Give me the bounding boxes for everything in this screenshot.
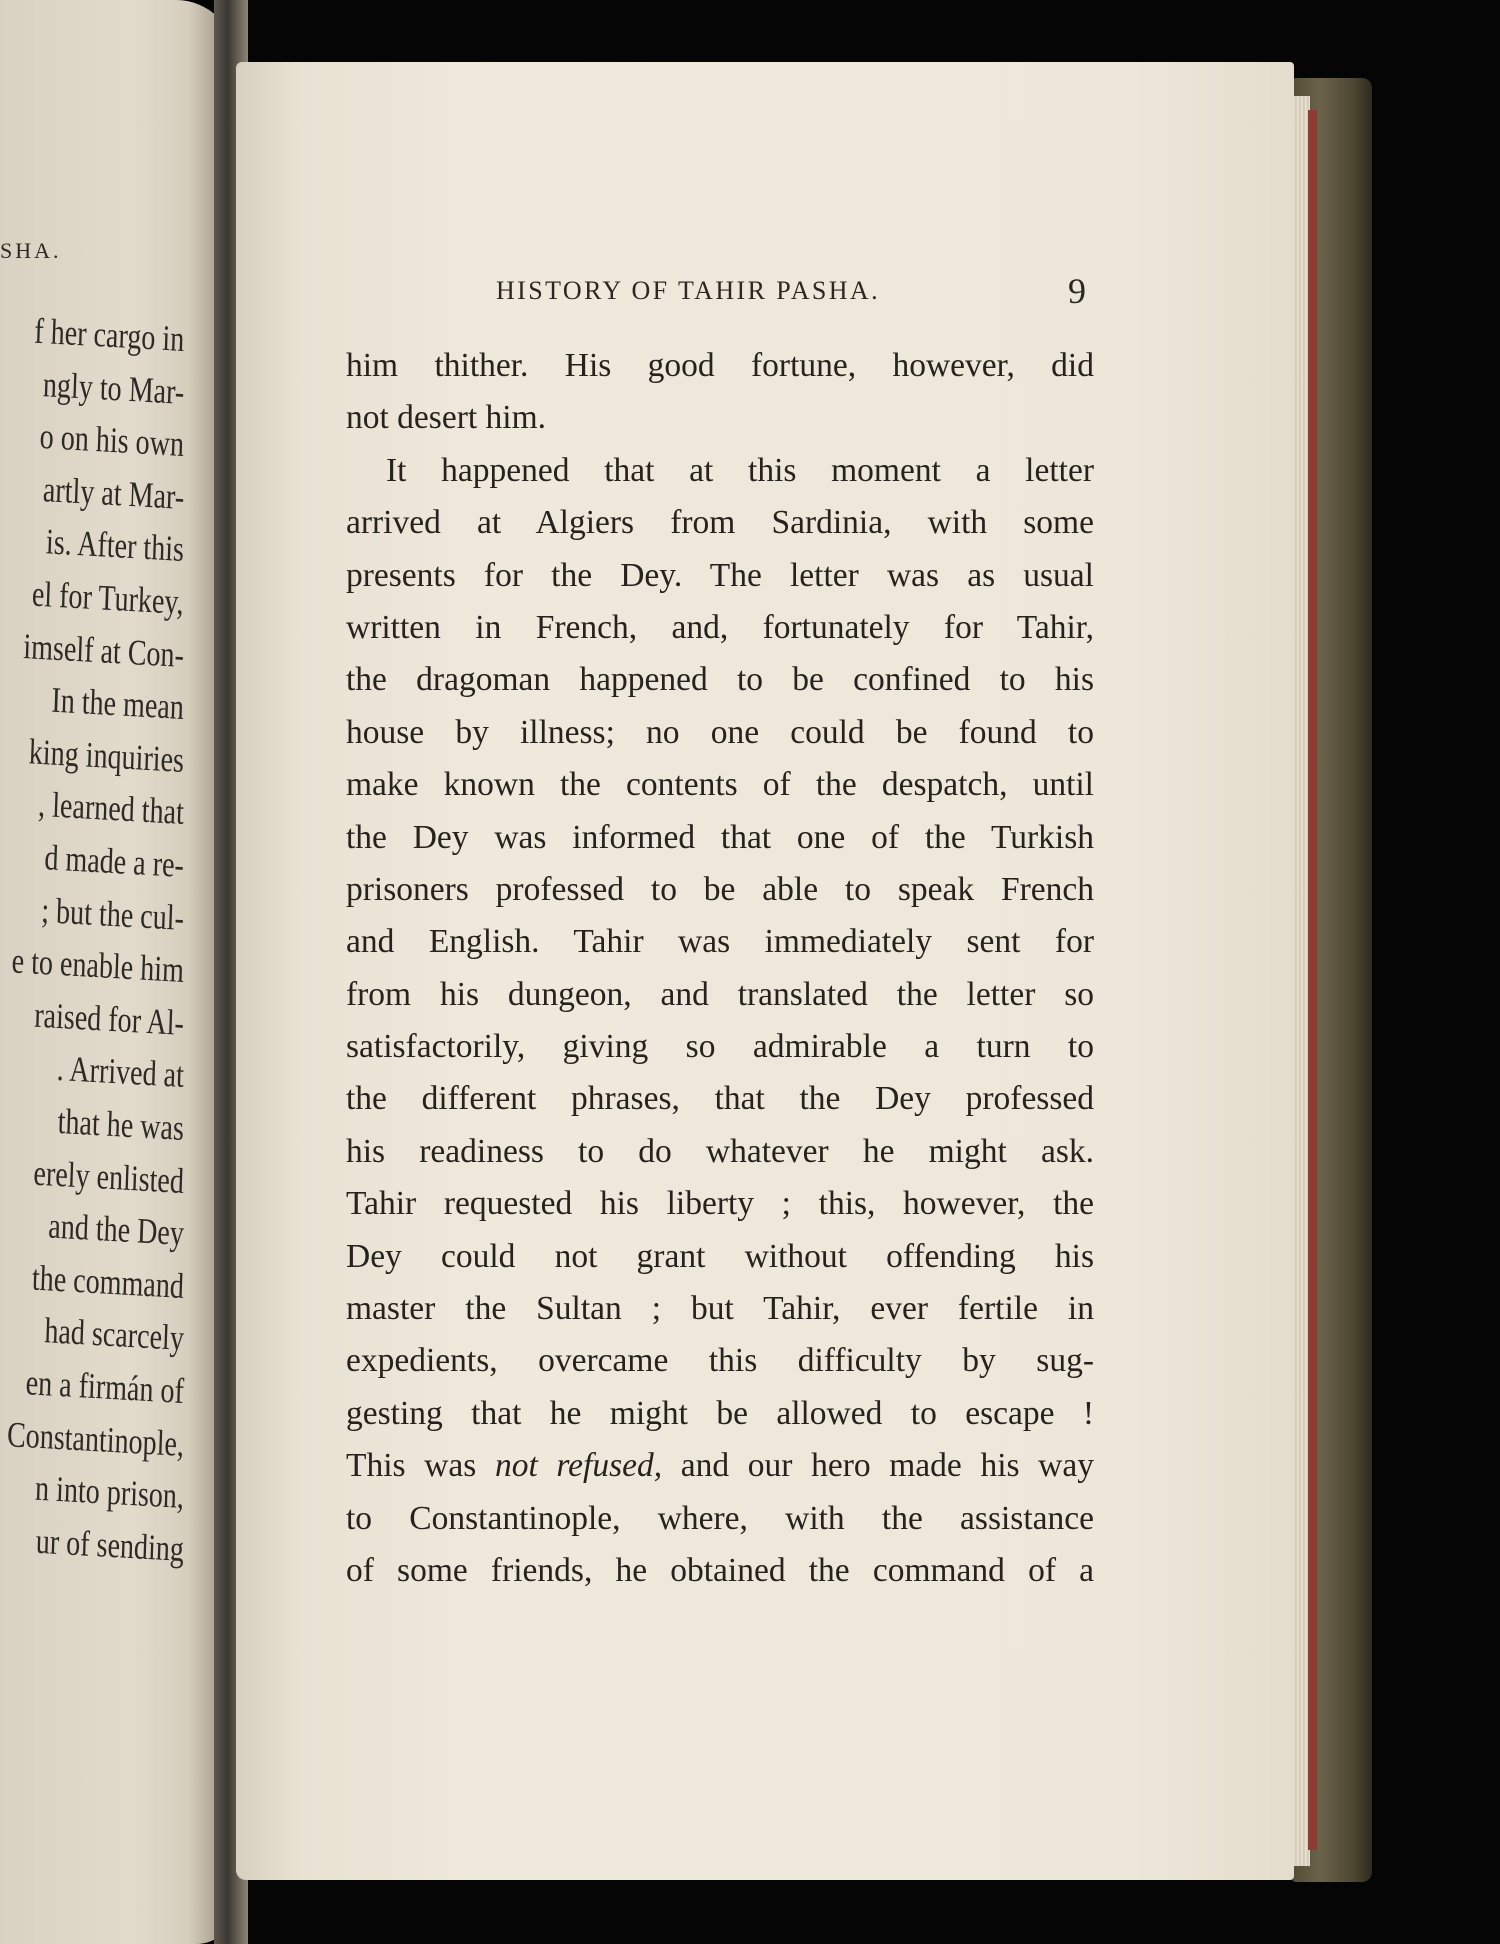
- running-title: HISTORY OF TAHIR PASHA.: [496, 276, 880, 305]
- left-text-line: n into prison,: [34, 1467, 185, 1517]
- left-page-text: [0, 0, 236, 1944]
- left-text-line: that he was: [57, 1100, 185, 1148]
- text-line: presents for the Dey. The letter was as usual: [346, 556, 1094, 594]
- left-text-line: en a firmán of: [25, 1362, 185, 1411]
- left-running-head: SHA.: [0, 238, 62, 263]
- text-line: to Constantinople, where, with the assistance: [346, 1499, 1094, 1537]
- left-text-line: the command: [31, 1257, 185, 1306]
- left-text-line: . Arrived at: [56, 1048, 185, 1096]
- left-text-line: , learned that: [37, 784, 185, 833]
- body-text: [346, 340, 1094, 1597]
- text-line: house by illness; no one could be found to: [346, 713, 1094, 751]
- italic-segment: not refused,: [494, 1447, 663, 1485]
- text-line: Tahir requested his liberty ; this, however, the: [346, 1185, 1094, 1223]
- text-line: the dragoman happened to be confined to his: [346, 661, 1094, 699]
- left-text-line: o on his own: [39, 416, 185, 465]
- text-line: satisfactorily, giving so admirable a turn to: [346, 1028, 1094, 1066]
- left-text-line: raised for Al-: [33, 994, 185, 1043]
- text-line: gesting that he might be allowed to escape !: [346, 1394, 1094, 1432]
- text-line: not desert him.: [346, 399, 547, 437]
- text-line: and English. Tahir was immediately sent for: [346, 923, 1094, 961]
- left-text-line: ur of sending: [35, 1520, 185, 1569]
- left-text-line: Constantinople,: [6, 1413, 185, 1464]
- text-line: It happened that at this moment a letter: [386, 451, 1094, 489]
- text-line: Dey could not grant without offending his: [346, 1237, 1094, 1275]
- left-text-line: f her cargo in: [33, 310, 185, 359]
- text-line: expedients, overcame this difficulty by sug-: [346, 1342, 1094, 1380]
- left-text-line: ngly to Mar-: [42, 363, 185, 412]
- text-segment: This was: [346, 1447, 495, 1485]
- text-line: written in French, and, fortunately for Tahir,: [346, 608, 1094, 646]
- text-line: his readiness to do whatever he might ask.: [346, 1132, 1094, 1170]
- red-page-edge: [1308, 110, 1317, 1850]
- text-line: the Dey was informed that one of the Turkish: [346, 818, 1094, 856]
- text-line: arrived at Algiers from Sardinia, with some: [346, 504, 1094, 542]
- left-page: [0, 0, 236, 1944]
- text-line: prisoners professed to be able to speak French: [346, 870, 1094, 908]
- running-head: [496, 271, 1116, 316]
- text-line: master the Sultan ; but Tahir, ever fertile in: [346, 1290, 1094, 1328]
- left-text-line: artly at Mar-: [42, 468, 185, 517]
- left-text-line: In the mean: [50, 679, 185, 728]
- left-text-line: had scarcely: [43, 1310, 185, 1359]
- left-text-line: is. After this: [45, 521, 185, 570]
- left-text-line: erely enlisted: [32, 1152, 185, 1201]
- left-text-line: el for Turkey,: [31, 573, 185, 622]
- left-text-line: ; but the cul-: [40, 889, 185, 938]
- left-text-line: d made a re-: [43, 837, 185, 885]
- left-text-line: imself at Con-: [22, 625, 185, 675]
- left-text-line: king inquiries: [28, 731, 185, 780]
- text-line: of some friends, he obtained the command of a: [346, 1551, 1094, 1589]
- text-line: him thither. His good fortune, however, did: [346, 347, 1094, 384]
- left-text-line: e to enable him: [11, 940, 185, 991]
- text-line: from his dungeon, and translated the letter so: [346, 975, 1094, 1013]
- text-segment: and our hero made his way: [662, 1447, 1094, 1485]
- text-line: make known the contents of the despatch, until: [346, 766, 1094, 804]
- left-text-line: and the Dey: [47, 1205, 185, 1254]
- text-line: [346, 1440, 1094, 1492]
- page-number: 9: [1068, 271, 1086, 311]
- text-line: the different phrases, that the Dey professed: [346, 1080, 1094, 1118]
